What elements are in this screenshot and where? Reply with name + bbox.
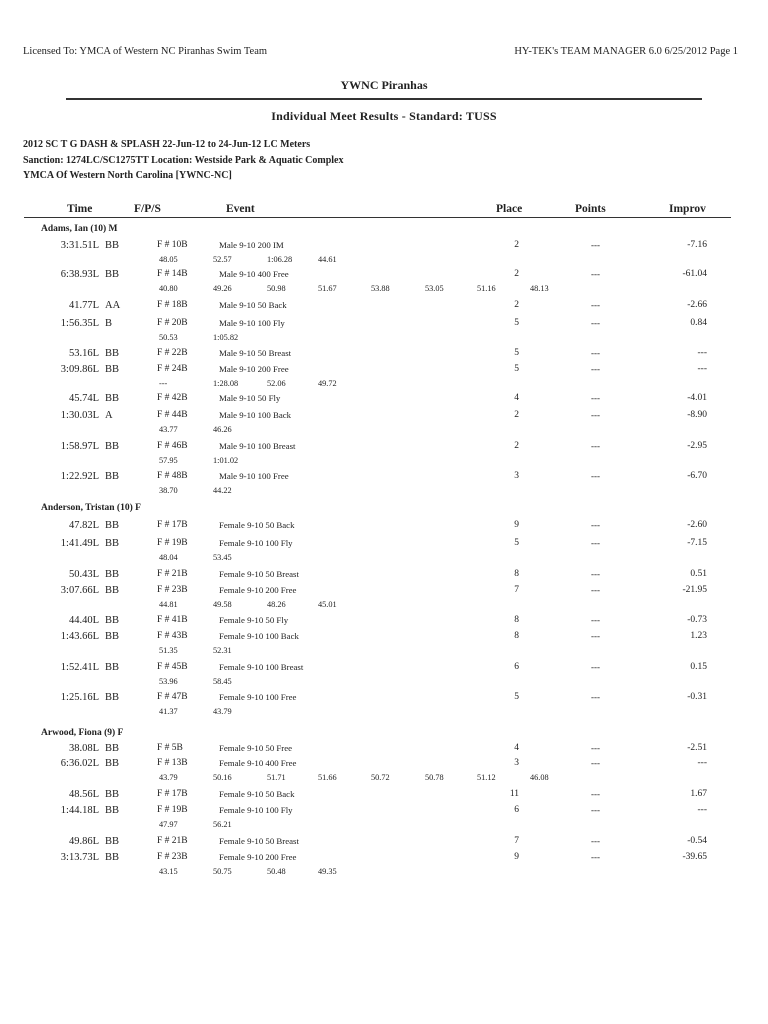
result-event: Male 9-10 100 Back bbox=[219, 410, 292, 420]
result-points: --- bbox=[591, 585, 600, 595]
result-place: 6 bbox=[514, 662, 519, 672]
result-time: 6:36.02L bbox=[60, 758, 99, 769]
result-points: --- bbox=[591, 631, 600, 641]
result-event: Female 9-10 200 Free bbox=[219, 585, 297, 595]
result-improvement: --- bbox=[697, 364, 707, 374]
split-time: 50.72 bbox=[371, 773, 390, 782]
result-improvement: -0.73 bbox=[687, 615, 707, 625]
result-place: 4 bbox=[514, 393, 519, 403]
result-standard: A bbox=[105, 410, 113, 421]
result-event: Female 9-10 50 Back bbox=[219, 789, 295, 799]
result-improvement: -8.90 bbox=[687, 410, 707, 420]
result-place: 8 bbox=[514, 569, 519, 579]
result-points: --- bbox=[591, 240, 600, 250]
result-points: --- bbox=[591, 441, 600, 451]
split-time: 51.71 bbox=[267, 773, 286, 782]
result-final-event: F # 41B bbox=[157, 615, 188, 625]
result-improvement: 1.23 bbox=[690, 631, 707, 641]
result-place: 7 bbox=[514, 585, 519, 595]
result-improvement: -39.65 bbox=[682, 852, 707, 862]
result-improvement: -2.60 bbox=[687, 520, 707, 530]
result-points: --- bbox=[591, 393, 600, 403]
result-row bbox=[0, 318, 768, 330]
result-standard: BB bbox=[105, 743, 120, 754]
result-time: 1:43.66L bbox=[60, 631, 99, 642]
result-points: --- bbox=[591, 836, 600, 846]
split-time: 43.77 bbox=[159, 425, 178, 434]
result-points: --- bbox=[591, 743, 600, 753]
result-standard: BB bbox=[105, 240, 120, 251]
result-event: Male 9-10 50 Back bbox=[219, 300, 287, 310]
result-event: Female 9-10 400 Free bbox=[219, 758, 297, 768]
result-improvement: --- bbox=[697, 805, 707, 815]
sanction-line: Sanction: 1274LC/SC1275TT Location: Westside Park & Aquatic Complex bbox=[23, 155, 344, 166]
split-time: 1:28.08 bbox=[213, 379, 239, 388]
result-row bbox=[0, 662, 768, 674]
result-standard: BB bbox=[105, 692, 120, 703]
result-improvement: --- bbox=[697, 348, 707, 358]
result-improvement: -2.66 bbox=[687, 300, 707, 310]
result-final-event: F # 21B bbox=[157, 569, 188, 579]
result-row bbox=[0, 836, 768, 848]
result-event: Female 9-10 100 Breast bbox=[219, 662, 304, 672]
split-time: 49.72 bbox=[318, 379, 337, 388]
result-place: 2 bbox=[514, 269, 519, 279]
result-points: --- bbox=[591, 789, 600, 799]
result-row bbox=[0, 410, 768, 422]
result-final-event: F # 23B bbox=[157, 852, 188, 862]
column-header-improv: Improv bbox=[669, 203, 706, 215]
result-improvement: -4.01 bbox=[687, 393, 707, 403]
result-standard: BB bbox=[105, 805, 120, 816]
result-place: 9 bbox=[514, 852, 519, 862]
split-time: 43.79 bbox=[213, 707, 232, 716]
result-row bbox=[0, 852, 768, 864]
result-row bbox=[0, 743, 768, 755]
result-place: 5 bbox=[514, 692, 519, 702]
split-time: 52.57 bbox=[213, 255, 232, 264]
result-points: --- bbox=[591, 662, 600, 672]
result-time: 1:41.49L bbox=[60, 538, 99, 549]
split-time: 53.05 bbox=[425, 284, 444, 293]
result-place: 2 bbox=[514, 441, 519, 451]
result-points: --- bbox=[591, 471, 600, 481]
result-final-event: F # 47B bbox=[157, 692, 188, 702]
result-time: 1:56.35L bbox=[60, 318, 99, 329]
result-row bbox=[0, 441, 768, 453]
result-event: Male 9-10 100 Free bbox=[219, 471, 289, 481]
result-improvement: -0.31 bbox=[687, 692, 707, 702]
result-time: 41.77L bbox=[68, 300, 99, 311]
result-standard: AA bbox=[105, 300, 121, 311]
split-time: 44.61 bbox=[318, 255, 337, 264]
split-time: 51.67 bbox=[318, 284, 337, 293]
result-improvement: -6.70 bbox=[687, 471, 707, 481]
result-event: Female 9-10 100 Fly bbox=[219, 805, 293, 815]
result-event: Male 9-10 100 Fly bbox=[219, 318, 285, 328]
result-standard: BB bbox=[105, 585, 120, 596]
result-improvement: --- bbox=[697, 758, 707, 768]
result-time: 49.86L bbox=[68, 836, 99, 847]
split-time: 50.98 bbox=[267, 284, 286, 293]
title-divider bbox=[66, 98, 702, 100]
split-time: 49.35 bbox=[318, 867, 337, 876]
result-place: 9 bbox=[514, 520, 519, 530]
result-place: 5 bbox=[514, 538, 519, 548]
column-header-place: Place bbox=[496, 203, 523, 215]
result-standard: BB bbox=[105, 441, 120, 452]
result-time: 48.56L bbox=[68, 789, 99, 800]
split-time: 48.13 bbox=[530, 284, 549, 293]
result-time: 53.16L bbox=[68, 348, 99, 359]
split-time: 52.06 bbox=[267, 379, 286, 388]
result-row bbox=[0, 538, 768, 550]
split-time: 48.26 bbox=[267, 600, 286, 609]
result-event: Female 9-10 50 Breast bbox=[219, 836, 299, 846]
result-improvement: -61.04 bbox=[682, 269, 707, 279]
result-improvement: -2.51 bbox=[687, 743, 707, 753]
split-time: 43.15 bbox=[159, 867, 178, 876]
result-points: --- bbox=[591, 758, 600, 768]
split-time: 53.45 bbox=[213, 553, 232, 562]
result-row bbox=[0, 758, 768, 770]
result-standard: BB bbox=[105, 538, 120, 549]
result-final-event: F # 20B bbox=[157, 318, 188, 328]
split-time: 57.95 bbox=[159, 456, 178, 465]
result-improvement: -21.95 bbox=[682, 585, 707, 595]
result-time: 1:30.03L bbox=[60, 410, 99, 421]
result-row bbox=[0, 300, 768, 312]
split-time: 51.16 bbox=[477, 284, 496, 293]
result-final-event: F # 44B bbox=[157, 410, 188, 420]
result-points: --- bbox=[591, 348, 600, 358]
result-place: 2 bbox=[514, 410, 519, 420]
column-header-event: Event bbox=[226, 203, 255, 215]
split-time: 1:01.02 bbox=[213, 456, 239, 465]
split-time: 49.58 bbox=[213, 600, 232, 609]
result-improvement: 0.51 bbox=[690, 569, 707, 579]
split-time: 47.97 bbox=[159, 820, 178, 829]
license-text: Licensed To: YMCA of Western NC Piranhas Swim Team bbox=[23, 46, 268, 57]
result-event: Female 9-10 50 Back bbox=[219, 520, 295, 530]
result-row bbox=[0, 240, 768, 252]
result-points: --- bbox=[591, 852, 600, 862]
result-final-event: F # 46B bbox=[157, 441, 188, 451]
result-final-event: F # 17B bbox=[157, 789, 188, 799]
club-line: YMCA Of Western North Carolina [YWNC-NC] bbox=[23, 170, 232, 181]
result-time: 1:25.16L bbox=[60, 692, 99, 703]
result-improvement: -0.54 bbox=[687, 836, 707, 846]
result-final-event: F # 22B bbox=[157, 348, 188, 358]
result-place: 6 bbox=[514, 805, 519, 815]
swimmer-name: Adams, Ian (10) M bbox=[41, 224, 118, 234]
result-final-event: F # 23B bbox=[157, 585, 188, 595]
result-time: 47.82L bbox=[68, 520, 99, 531]
result-points: --- bbox=[591, 318, 600, 328]
split-time: 44.81 bbox=[159, 600, 178, 609]
result-improvement: 0.84 bbox=[690, 318, 707, 328]
result-event: Male 9-10 50 Breast bbox=[219, 348, 292, 358]
split-time: 44.22 bbox=[213, 486, 232, 495]
result-event: Male 9-10 100 Breast bbox=[219, 441, 296, 451]
result-improvement: 1.67 bbox=[690, 789, 707, 799]
result-row bbox=[0, 269, 768, 281]
split-time: 50.53 bbox=[159, 333, 178, 342]
result-row bbox=[0, 393, 768, 405]
split-time: 41.37 bbox=[159, 707, 178, 716]
split-time: 38.70 bbox=[159, 486, 178, 495]
result-event: Female 9-10 200 Free bbox=[219, 852, 297, 862]
result-final-event: F # 19B bbox=[157, 538, 188, 548]
split-time: 50.78 bbox=[425, 773, 444, 782]
team-title: YWNC Piranhas bbox=[340, 78, 428, 92]
result-improvement: -7.16 bbox=[687, 240, 707, 250]
split-time: 53.96 bbox=[159, 677, 178, 686]
result-time: 3:09.86L bbox=[60, 364, 99, 375]
result-points: --- bbox=[591, 269, 600, 279]
split-time: 56.21 bbox=[213, 820, 232, 829]
meet-line: 2012 SC T G DASH & SPLASH 22-Jun-12 to 24-Jun-12 LC Meters bbox=[23, 139, 311, 150]
result-event: Female 9-10 50 Free bbox=[219, 743, 293, 753]
result-time: 3:31.51L bbox=[60, 240, 99, 251]
header-divider bbox=[24, 217, 731, 218]
report-title: Individual Meet Results - Standard: TUSS bbox=[271, 109, 497, 123]
result-points: --- bbox=[591, 520, 600, 530]
split-time: 43.79 bbox=[159, 773, 178, 782]
result-points: --- bbox=[591, 410, 600, 420]
split-time: --- bbox=[159, 379, 168, 388]
split-time: 46.08 bbox=[530, 773, 549, 782]
result-final-event: F # 17B bbox=[157, 520, 188, 530]
result-event: Male 9-10 200 Free bbox=[219, 364, 289, 374]
result-final-event: F # 5B bbox=[157, 743, 183, 753]
column-header-points: Points bbox=[575, 203, 606, 215]
result-time: 45.74L bbox=[68, 393, 99, 404]
split-time: 49.26 bbox=[213, 284, 232, 293]
result-place: 5 bbox=[514, 348, 519, 358]
result-standard: BB bbox=[105, 758, 120, 769]
result-time: 38.08L bbox=[68, 743, 99, 754]
split-time: 51.12 bbox=[477, 773, 496, 782]
result-standard: BB bbox=[105, 852, 120, 863]
result-place: 11 bbox=[509, 789, 519, 799]
result-standard: BB bbox=[105, 364, 120, 375]
result-event: Female 9-10 100 Fly bbox=[219, 538, 293, 548]
result-improvement: 0.15 bbox=[690, 662, 707, 672]
result-final-event: F # 43B bbox=[157, 631, 188, 641]
result-time: 3:13.73L bbox=[60, 852, 99, 863]
result-place: 7 bbox=[514, 836, 519, 846]
result-standard: BB bbox=[105, 269, 120, 280]
result-place: 8 bbox=[514, 615, 519, 625]
split-time: 58.45 bbox=[213, 677, 232, 686]
column-header-fps: F/P/S bbox=[134, 203, 161, 215]
result-time: 1:52.41L bbox=[60, 662, 99, 673]
split-time: 1:05.82 bbox=[213, 333, 239, 342]
result-row bbox=[0, 789, 768, 801]
result-standard: BB bbox=[105, 348, 120, 359]
result-points: --- bbox=[591, 538, 600, 548]
result-final-event: F # 42B bbox=[157, 393, 188, 403]
result-standard: BB bbox=[105, 789, 120, 800]
result-row bbox=[0, 615, 768, 627]
result-final-event: F # 21B bbox=[157, 836, 188, 846]
result-time: 6:38.93L bbox=[60, 269, 99, 280]
result-points: --- bbox=[591, 692, 600, 702]
split-time: 50.75 bbox=[213, 867, 232, 876]
result-event: Female 9-10 50 Breast bbox=[219, 569, 299, 579]
result-place: 5 bbox=[514, 364, 519, 374]
result-points: --- bbox=[591, 569, 600, 579]
split-time: 51.35 bbox=[159, 646, 178, 655]
result-standard: BB bbox=[105, 662, 120, 673]
swimmer-name: Arwood, Fiona (9) F bbox=[41, 728, 124, 738]
result-row bbox=[0, 364, 768, 376]
result-points: --- bbox=[591, 364, 600, 374]
result-row bbox=[0, 348, 768, 360]
result-event: Male 9-10 200 IM bbox=[219, 240, 284, 250]
result-final-event: F # 14B bbox=[157, 269, 188, 279]
result-time: 1:22.92L bbox=[60, 471, 99, 482]
split-time: 40.80 bbox=[159, 284, 178, 293]
result-place: 2 bbox=[514, 240, 519, 250]
result-standard: BB bbox=[105, 569, 120, 580]
split-time: 45.01 bbox=[318, 600, 337, 609]
split-time: 50.48 bbox=[267, 867, 286, 876]
split-time: 46.26 bbox=[213, 425, 232, 434]
swimmer-name: Anderson, Tristan (10) F bbox=[41, 503, 141, 513]
result-final-event: F # 45B bbox=[157, 662, 188, 672]
result-row bbox=[0, 569, 768, 581]
result-place: 3 bbox=[514, 471, 519, 481]
result-standard: BB bbox=[105, 631, 120, 642]
result-final-event: F # 48B bbox=[157, 471, 188, 481]
result-final-event: F # 24B bbox=[157, 364, 188, 374]
result-event: Female 9-10 50 Fly bbox=[219, 615, 289, 625]
result-points: --- bbox=[591, 615, 600, 625]
result-place: 8 bbox=[514, 631, 519, 641]
result-standard: BB bbox=[105, 520, 120, 531]
result-standard: BB bbox=[105, 615, 120, 626]
split-time: 50.16 bbox=[213, 773, 232, 782]
result-row bbox=[0, 471, 768, 483]
result-final-event: F # 18B bbox=[157, 300, 188, 310]
result-time: 44.40L bbox=[68, 615, 99, 626]
result-improvement: -7.15 bbox=[687, 538, 707, 548]
software-page-info: HY-TEK's TEAM MANAGER 6.0 6/25/2012 Page 1 bbox=[514, 46, 738, 57]
result-points: --- bbox=[591, 805, 600, 815]
result-time: 3:07.66L bbox=[60, 585, 99, 596]
result-time: 1:58.97L bbox=[60, 441, 99, 452]
result-place: 2 bbox=[514, 300, 519, 310]
result-standard: B bbox=[105, 318, 113, 329]
result-improvement: -2.95 bbox=[687, 441, 707, 451]
result-event: Female 9-10 100 Back bbox=[219, 631, 299, 641]
result-standard: BB bbox=[105, 471, 120, 482]
result-event: Female 9-10 100 Free bbox=[219, 692, 297, 702]
result-event: Male 9-10 400 Free bbox=[219, 269, 289, 279]
result-time: 1:44.18L bbox=[60, 805, 99, 816]
split-time: 48.04 bbox=[159, 553, 178, 562]
result-row bbox=[0, 585, 768, 597]
split-time: 51.66 bbox=[318, 773, 337, 782]
result-row bbox=[0, 520, 768, 532]
result-time: 50.43L bbox=[68, 569, 99, 580]
split-time: 48.05 bbox=[159, 255, 178, 264]
split-time: 52.31 bbox=[213, 646, 232, 655]
result-standard: BB bbox=[105, 393, 120, 404]
result-row bbox=[0, 692, 768, 704]
result-row bbox=[0, 631, 768, 643]
result-final-event: F # 13B bbox=[157, 758, 188, 768]
result-place: 3 bbox=[514, 758, 519, 768]
split-time: 53.88 bbox=[371, 284, 390, 293]
result-place: 4 bbox=[514, 743, 519, 753]
result-row bbox=[0, 805, 768, 817]
result-points: --- bbox=[591, 300, 600, 310]
result-standard: BB bbox=[105, 836, 120, 847]
split-time: 1:06.28 bbox=[267, 255, 293, 264]
result-final-event: F # 10B bbox=[157, 240, 188, 250]
column-header-time: Time bbox=[67, 203, 93, 215]
result-event: Male 9-10 50 Fly bbox=[219, 393, 281, 403]
result-final-event: F # 19B bbox=[157, 805, 188, 815]
result-place: 5 bbox=[514, 318, 519, 328]
